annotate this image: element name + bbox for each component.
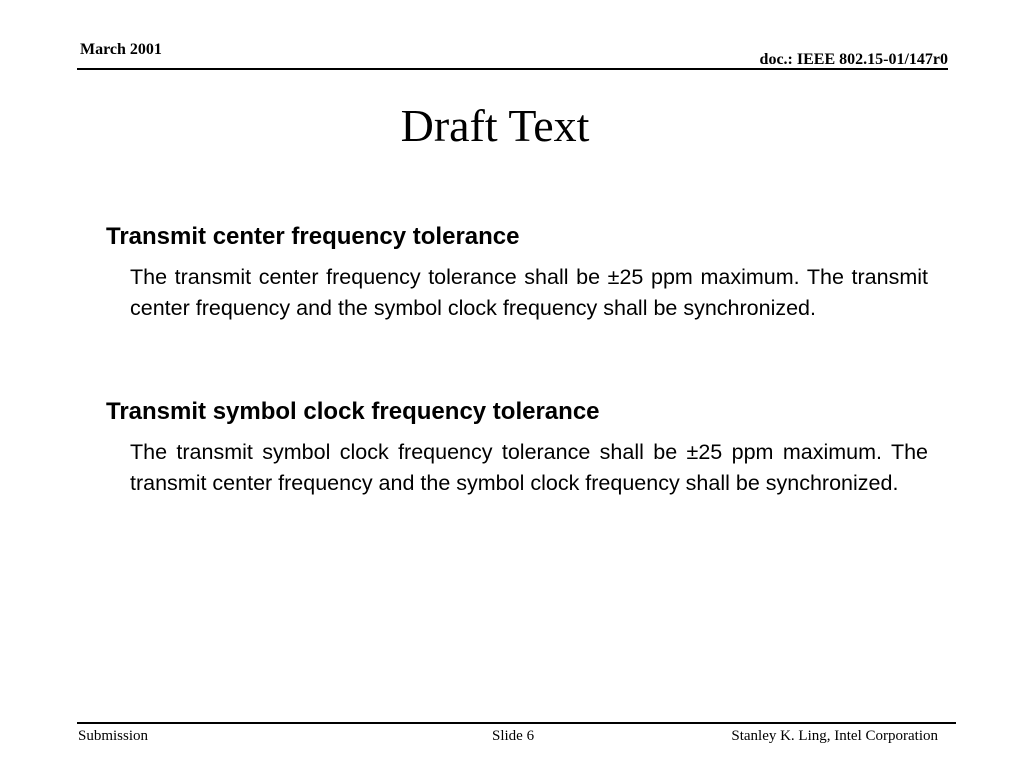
header-doc-id: doc.: IEEE 802.15-01/147r0: [759, 51, 948, 68]
section-heading: Transmit center frequency tolerance: [106, 223, 520, 250]
section-heading: Transmit symbol clock frequency tolerance: [106, 398, 600, 425]
section-body: The transmit center frequency tolerance shall be ±25 ppm maximum. The transmit center frequency and the symbol clock frequency shall be synchronized.: [130, 265, 928, 320]
slide-title: Draft Text: [400, 100, 590, 151]
footer-author: Stanley K. Ling, Intel Corporation: [731, 728, 938, 744]
header-divider: [77, 68, 948, 70]
section-center-frequency: [106, 222, 928, 324]
footer-divider: [77, 722, 956, 724]
footer-submission: Submission: [78, 728, 149, 744]
section-symbol-clock: [106, 397, 928, 499]
header-date: March 2001: [80, 41, 162, 58]
section-body: The transmit symbol clock frequency tolerance shall be ±25 ppm maximum. The transmit center frequency and the symbol clock frequency shall be synchronized.: [130, 440, 928, 495]
footer-slide-number: Slide 6: [492, 728, 535, 744]
